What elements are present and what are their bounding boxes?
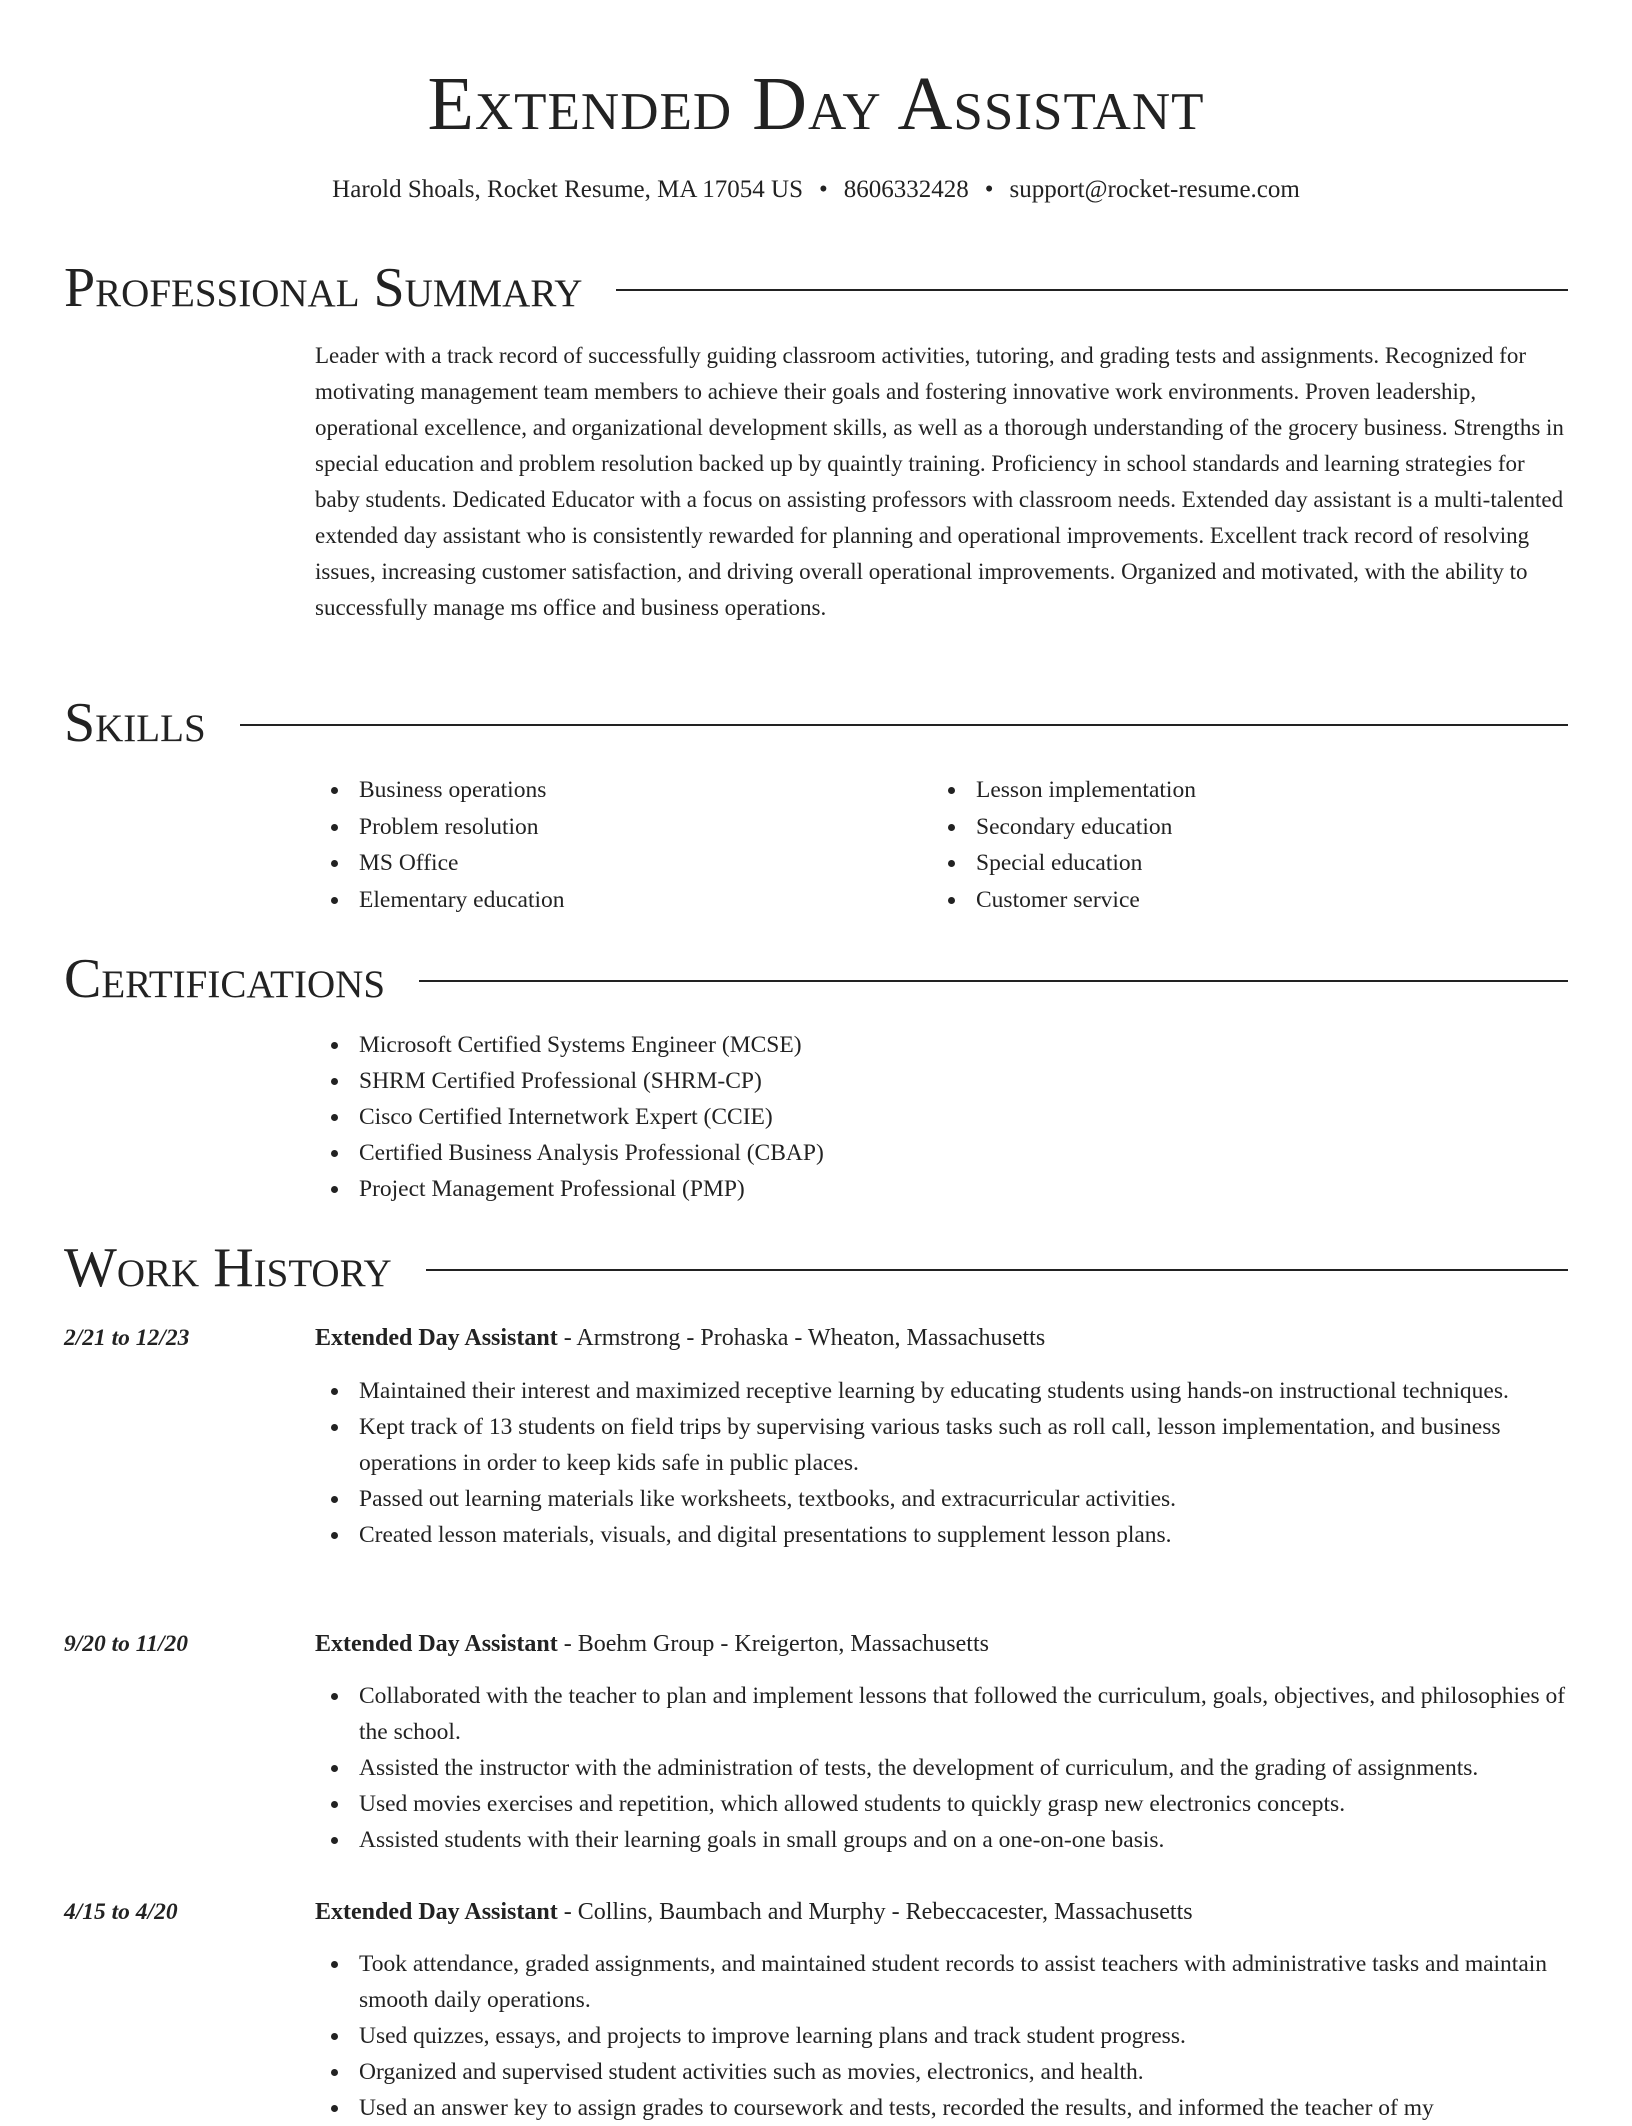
- job-title: Extended Day Assistant: [315, 1325, 558, 1351]
- job-bullet: Used quizzes, essays, and projects to improve learning plans and track student progress.: [315, 2018, 1569, 2054]
- skill-item: Lesson implementation: [932, 772, 1196, 809]
- job-heading: [315, 1894, 1193, 1930]
- work-history-section-header: [64, 1233, 1568, 1303]
- contact-email: support@rocket-resume.com: [1009, 176, 1300, 203]
- contact-line: [0, 172, 1632, 208]
- skill-item: Elementary education: [315, 882, 565, 919]
- job-bullet: Collaborated with the teacher to plan and implement lessons that followed the curriculum, goals, objectives, and philosophies of the school.: [315, 1678, 1569, 1750]
- skill-item: Special education: [932, 845, 1196, 882]
- skill-item: Secondary education: [932, 809, 1196, 846]
- certifications-heading: Certifications: [64, 948, 386, 1010]
- job-bullet: Used movies exercises and repetition, which allowed students to quickly grasp new electronics concepts.: [315, 1786, 1569, 1822]
- summary-section-header: [64, 253, 1568, 323]
- section-divider: [426, 1269, 1568, 1271]
- skills-section-header: [64, 688, 1568, 758]
- contact-separator: •: [819, 176, 828, 203]
- job-employer: - Collins, Baumbach and Murphy - Rebeccacester, Massachusetts: [557, 1899, 1193, 1925]
- certification-item: SHRM Certified Professional (SHRM-CP): [315, 1063, 824, 1099]
- certifications-section-header: [64, 944, 1568, 1014]
- contact-phone: 8606332428: [843, 176, 969, 203]
- job-dates: 9/20 to 11/20: [64, 1631, 189, 1657]
- job-title: Extended Day Assistant: [315, 1899, 558, 1925]
- skill-item: Customer service: [932, 882, 1196, 919]
- job-employer: - Boehm Group - Kreigerton, Massachusetts: [557, 1631, 989, 1657]
- resume-title: Extended Day Assistant: [427, 62, 1205, 146]
- job-employer: - Armstrong - Prohaska - Wheaton, Massachusetts: [557, 1325, 1046, 1351]
- skills-list-left: [315, 772, 565, 918]
- summary-heading: Professional Summary: [64, 257, 583, 319]
- skill-item: MS Office: [315, 845, 565, 882]
- certifications-list: [315, 1027, 824, 1207]
- skills-list-right: [932, 772, 1196, 918]
- summary-text: Leader with a track record of successfully guiding classroom activities, tutoring, and grading tests and assignments. Recognized for motivating management team members to achieve their goals and fostering innovative work environments. Proven leadership, operational excellence, and organizational development skills, as well as a thorough understanding of the grocery business. Strengths in special education and problem resolution backed up by quaintly training. Proficiency in school standards and learning strategies for baby students. Dedicated Educator with a focus on assisting professors with classroom needs. Extended day assistant is a multi-talented extended day assistant who is consistently rewarded for planning and operational improvements. Excellent track record of resolving issues, increasing customer satisfaction, and driving overall operational improvements. Organized and motivated, with the ability to successfully manage ms office and business operations.: [315, 343, 1564, 620]
- section-divider: [419, 980, 1568, 982]
- job-title: Extended Day Assistant: [315, 1631, 558, 1657]
- job-bullets: [315, 1946, 1569, 2126]
- job-bullet: Assisted the instructor with the administration of tests, the development of curriculum, and the grading of assignments.: [315, 1750, 1569, 1786]
- job-bullet: Used an answer key to assign grades to coursework and tests, recorded the results, and informed the teacher of my: [315, 2090, 1569, 2126]
- skills-heading: Skills: [64, 692, 206, 754]
- job-bullet: Maintained their interest and maximized receptive learning by educating students using hands-on instructional techniques.: [315, 1373, 1569, 1409]
- contact-separator: •: [984, 176, 994, 203]
- section-divider: [240, 724, 1568, 726]
- job-bullet: Passed out learning materials like worksheets, textbooks, and extracurricular activities.: [315, 1481, 1569, 1517]
- skill-item: Problem resolution: [315, 809, 565, 846]
- certification-item: Cisco Certified Internetwork Expert (CCIE): [315, 1099, 824, 1135]
- job-heading: [315, 1320, 1045, 1356]
- job-bullet: Kept track of 13 students on field trips by supervising various tasks such as roll call, lesson implementation, and business operations in order to keep kids safe in public places.: [315, 1409, 1569, 1481]
- job-bullet: Created lesson materials, visuals, and digital presentations to supplement lesson plans.: [315, 1517, 1569, 1553]
- work-history-heading: Work History: [64, 1237, 392, 1299]
- certification-item: Microsoft Certified Systems Engineer (MCSE): [315, 1027, 824, 1063]
- job-bullet: Took attendance, graded assignments, and maintained student records to assist teachers with administrative tasks and maintain smooth daily operations.: [315, 1946, 1569, 2018]
- job-dates: 4/15 to 4/20: [64, 1899, 178, 1925]
- skill-item: Business operations: [315, 772, 565, 809]
- job-bullets: [315, 1373, 1569, 1553]
- job-bullet: Organized and supervised student activities such as movies, electronics, and health.: [315, 2054, 1569, 2090]
- contact-address: Harold Shoals, Rocket Resume, MA 17054 US: [332, 176, 803, 203]
- certification-item: Certified Business Analysis Professional (CBAP): [315, 1135, 824, 1171]
- job-bullet: Assisted students with their learning goals in small groups and on a one-on-one basis.: [315, 1822, 1569, 1858]
- section-divider: [616, 289, 1568, 291]
- certification-item: Project Management Professional (PMP): [315, 1171, 824, 1207]
- job-heading: [315, 1626, 989, 1662]
- job-bullets: [315, 1678, 1569, 1858]
- job-dates: 2/21 to 12/23: [64, 1325, 190, 1351]
